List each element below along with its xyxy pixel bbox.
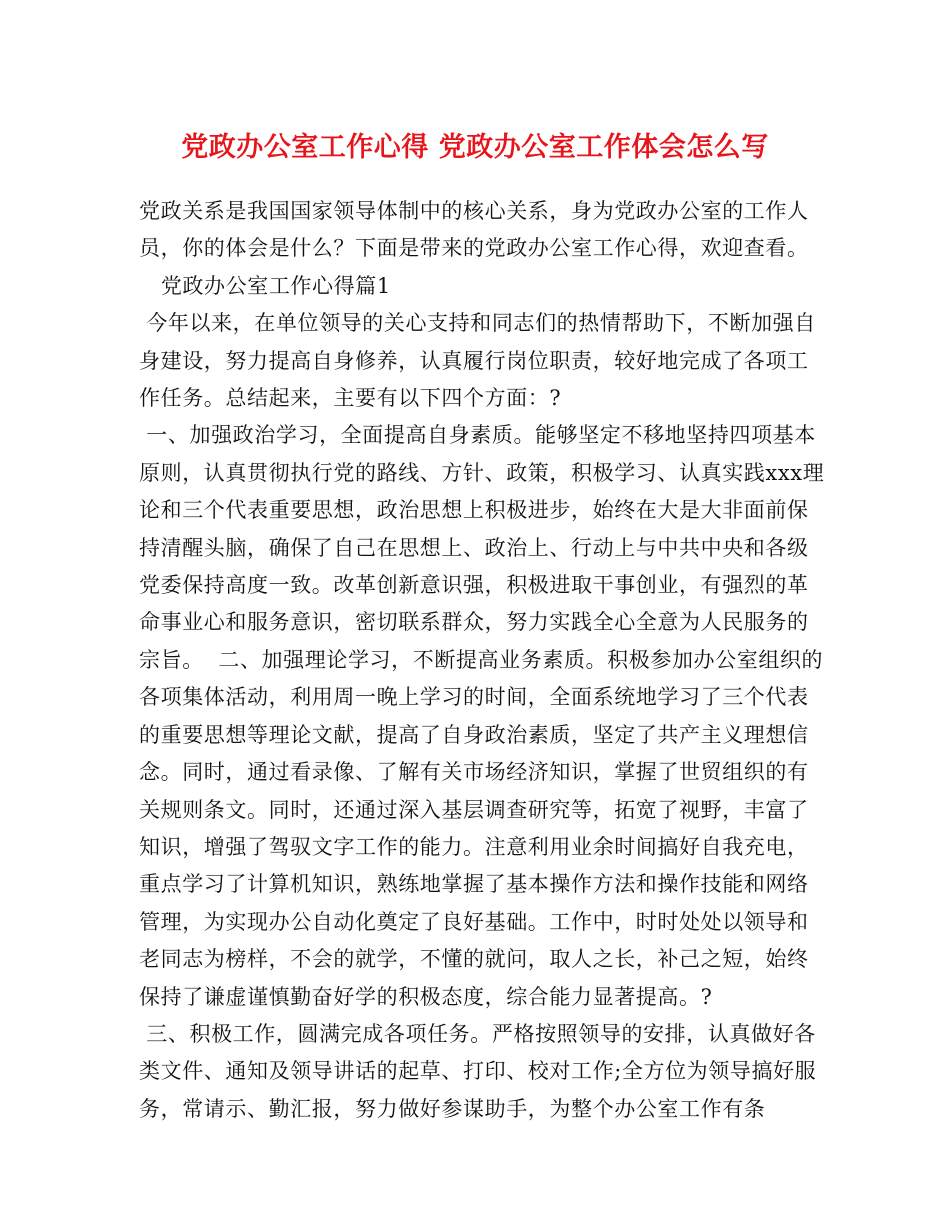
summary-paragraph: 今年以来，在单位领导的关心支持和同志们的热情帮助下，不断加强自身建设，努力提高自身修养，认真履行岗位职责，较好地完成了各项工作任务。总结起来，主要有以下四个方面：?	[139, 311, 816, 411]
document-title: 党政办公室工作心得 党政办公室工作体会怎么写	[181, 132, 769, 163]
intro-paragraph: 党政关系是我国国家领导体制中的核心关系，身为党政办公室的工作人员，你的体会是什么？下面是带来的党政办公室工作心得，欢迎查看。	[139, 199, 809, 261]
point-three-paragraph: 三、积极工作，圆满完成各项任务。严格按照领导的安排，认真做好各类文件、通知及领导讲话的起草、打印、校对工作;全方位为领导搞好服务，常请示、勤汇报，努力做好参谋助手，为整个办公室工作有条	[139, 1021, 817, 1121]
point-one-two-paragraph: 一、加强政治学习，全面提高自身素质。能够坚定不移地坚持四项基本原则，认真贯彻执行党的路线、方针、政策，积极学习、认真实践xxx理论和三个代表重要思想，政治思想上积极进步，始终在大是大非面前保持清醒头脑，确保了自己在思想上、政治上、行动上与中共中央和各级党委保持高度一致。改革创新意识强，积极进取干事创业，有强烈的革命事业心和服务意识，密切联系群众，努力实践全心全意为人民服务的宗旨。 二、加强理论学习，不断提高业务素质。积极参加办公室组织的各项集体活动，利用周一晚上学习的时间，全面系统地学习了三个代表的重要思想等理论文献，提高了自身政治素质，坚定了共产主义理想信念。同时，通过看录像、了解有关市场经济知识，掌握了世贸组织的有关规则条文。同时，还通过深入基层调查研究等，拓宽了视野，丰富了知识，增强了驾驭文字工作的能力。注意利用业余时间搞好自我充电，重点学习了计算机知识，熟练地掌握了基本操作方法和操作技能和网络管理，为实现办公自动化奠定了良好基础。工作中，时时处处以领导和老同志为榜样，不会的就学，不懂的就问，取人之长，补己之短，始终保持了谦虚谨慎勤奋好学的积极态度，综合能力显著提高。?	[139, 423, 825, 1009]
section-heading: 党政办公室工作心得篇1	[139, 273, 391, 298]
document-body	[139, 193, 829, 1128]
